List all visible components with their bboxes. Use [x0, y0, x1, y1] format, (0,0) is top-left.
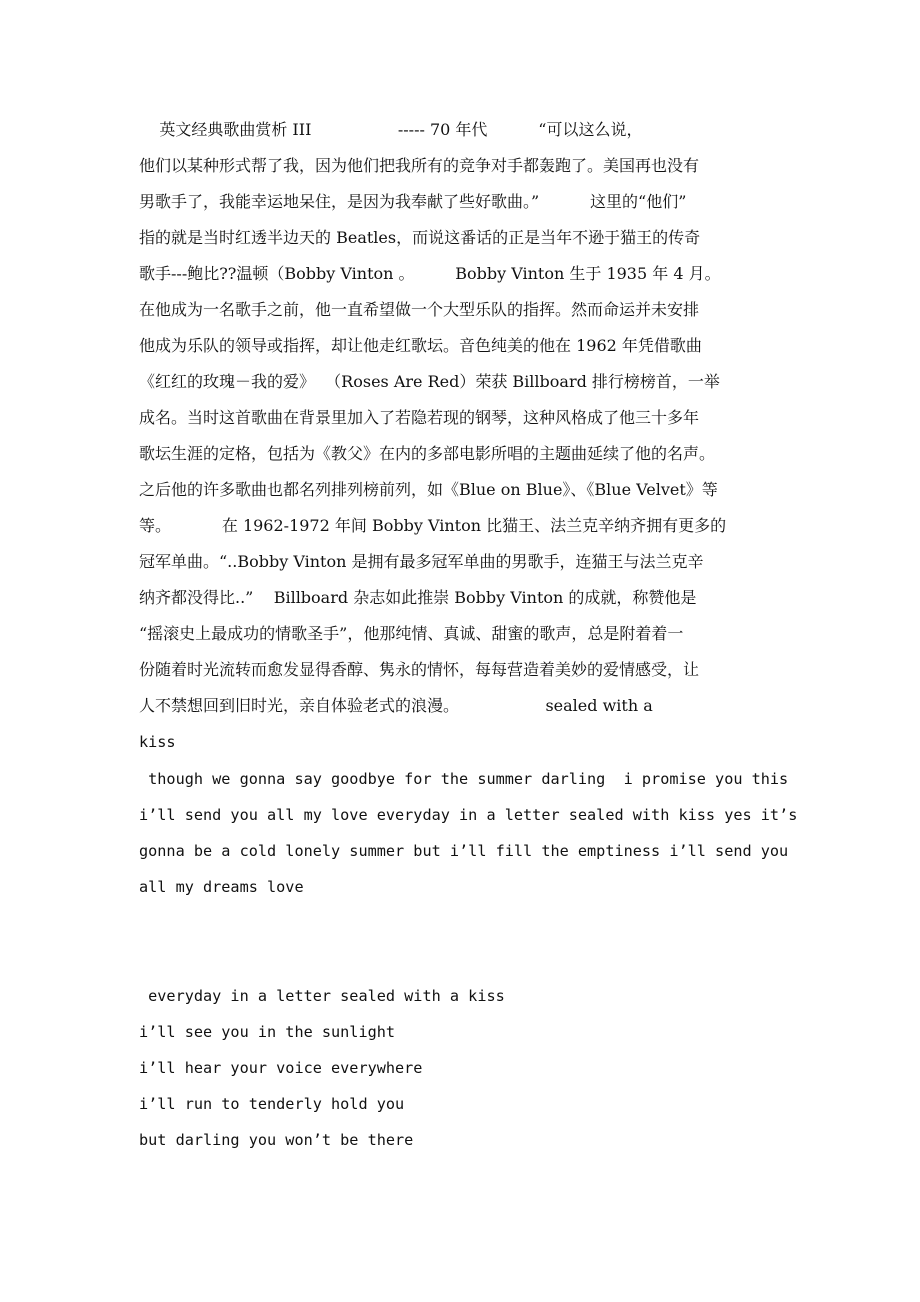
- paragraph-line: 歌坛生涯的定格，包括为《教父》在内的多部电影所唱的主题曲延续了他的名声。: [139, 444, 716, 463]
- paragraph-line: 他们以某种形式帮了我，因为他们把我所有的竞争对手都轰跑了。美国再也没有: [139, 156, 700, 175]
- paragraph-line: 英文经典歌曲赏析 III ----- 70 年代 “可以这么说，: [139, 120, 643, 139]
- lyric-line: gonna be a cold lonely summer but i’ll fill the emptiness i’ll send you: [139, 842, 789, 860]
- lyric-line: but darling you won’t be there: [139, 1131, 414, 1149]
- paragraph-line: 男歌手了，我能幸运地呆住，是因为我奉献了些好歌曲。” 这里的“他们”: [139, 192, 687, 211]
- lyric-line: i’ll hear your voice everywhere: [139, 1059, 423, 1077]
- paragraph-line: 成名。当时这首歌曲在背景里加入了若隐若现的钢琴，这种风格成了他三十多年: [139, 408, 700, 427]
- paragraph-line: kiss: [139, 733, 176, 751]
- paragraph-line: 指的就是当时红透半边天的 Beatles，而说这番话的正是当年不逊于猫王的传奇: [139, 228, 701, 247]
- paragraph-line: 《红红的玫瑰－我的爱》 （Roses Are Red）荣获 Billboard 排行榜榜首，一举: [139, 372, 720, 391]
- lyric-line: all my dreams love: [139, 878, 304, 896]
- lyric-line: everyday in a letter sealed with a kiss: [139, 987, 505, 1005]
- paragraph-line: 等。 在 1962-1972 年间 Bobby Vinton 比猫王、法兰克辛纳齐拥有更多的: [139, 516, 727, 535]
- lyric-line: i’ll send you all my love everyday in a letter sealed with kiss yes it’s: [139, 806, 798, 824]
- paragraph-line: 他成为乐队的领导或指挥，却让他走红歌坛。音色纯美的他在 1962 年凭借歌曲: [139, 336, 702, 355]
- paragraph-line: 人不禁想回到旧时光，亲自体验老式的浪漫。 sealed with a: [139, 696, 653, 715]
- lyric-line: though we gonna say goodbye for the summer darling i promise you this: [139, 770, 789, 788]
- paragraph-line: “摇滚史上最成功的情歌圣手”，他那纯情、真诚、甜蜜的歌声，总是附着着一: [139, 624, 684, 643]
- paragraph-line: 歌手---鲍比??温顿（Bobby Vinton 。 Bobby Vinton 生于 1935 年 4 月。: [139, 264, 721, 283]
- lyric-line: i’ll see you in the sunlight: [139, 1023, 396, 1041]
- lyric-line: i’ll run to tenderly hold you: [139, 1095, 405, 1113]
- paragraph-line: 在他成为一名歌手之前，他一直希望做一个大型乐队的指挥。然而命运并未安排: [139, 300, 700, 319]
- paragraph-line: 份随着时光流转而愈发显得香醇、隽永的情怀，每每营造着美妙的爱情感受，让: [139, 660, 700, 679]
- paragraph-line: 冠军单曲。“..Bobby Vinton 是拥有最多冠军单曲的男歌手，连猫王与法兰克辛: [139, 552, 704, 571]
- paragraph-line: 之后他的许多歌曲也都名列排列榜前列，如《Blue on Blue》、《Blue Velvet》等: [139, 480, 718, 499]
- paragraph-line: 纳齐都没得比..” Billboard 杂志如此推崇 Bobby Vinton 的成就，称赞他是: [139, 588, 697, 607]
